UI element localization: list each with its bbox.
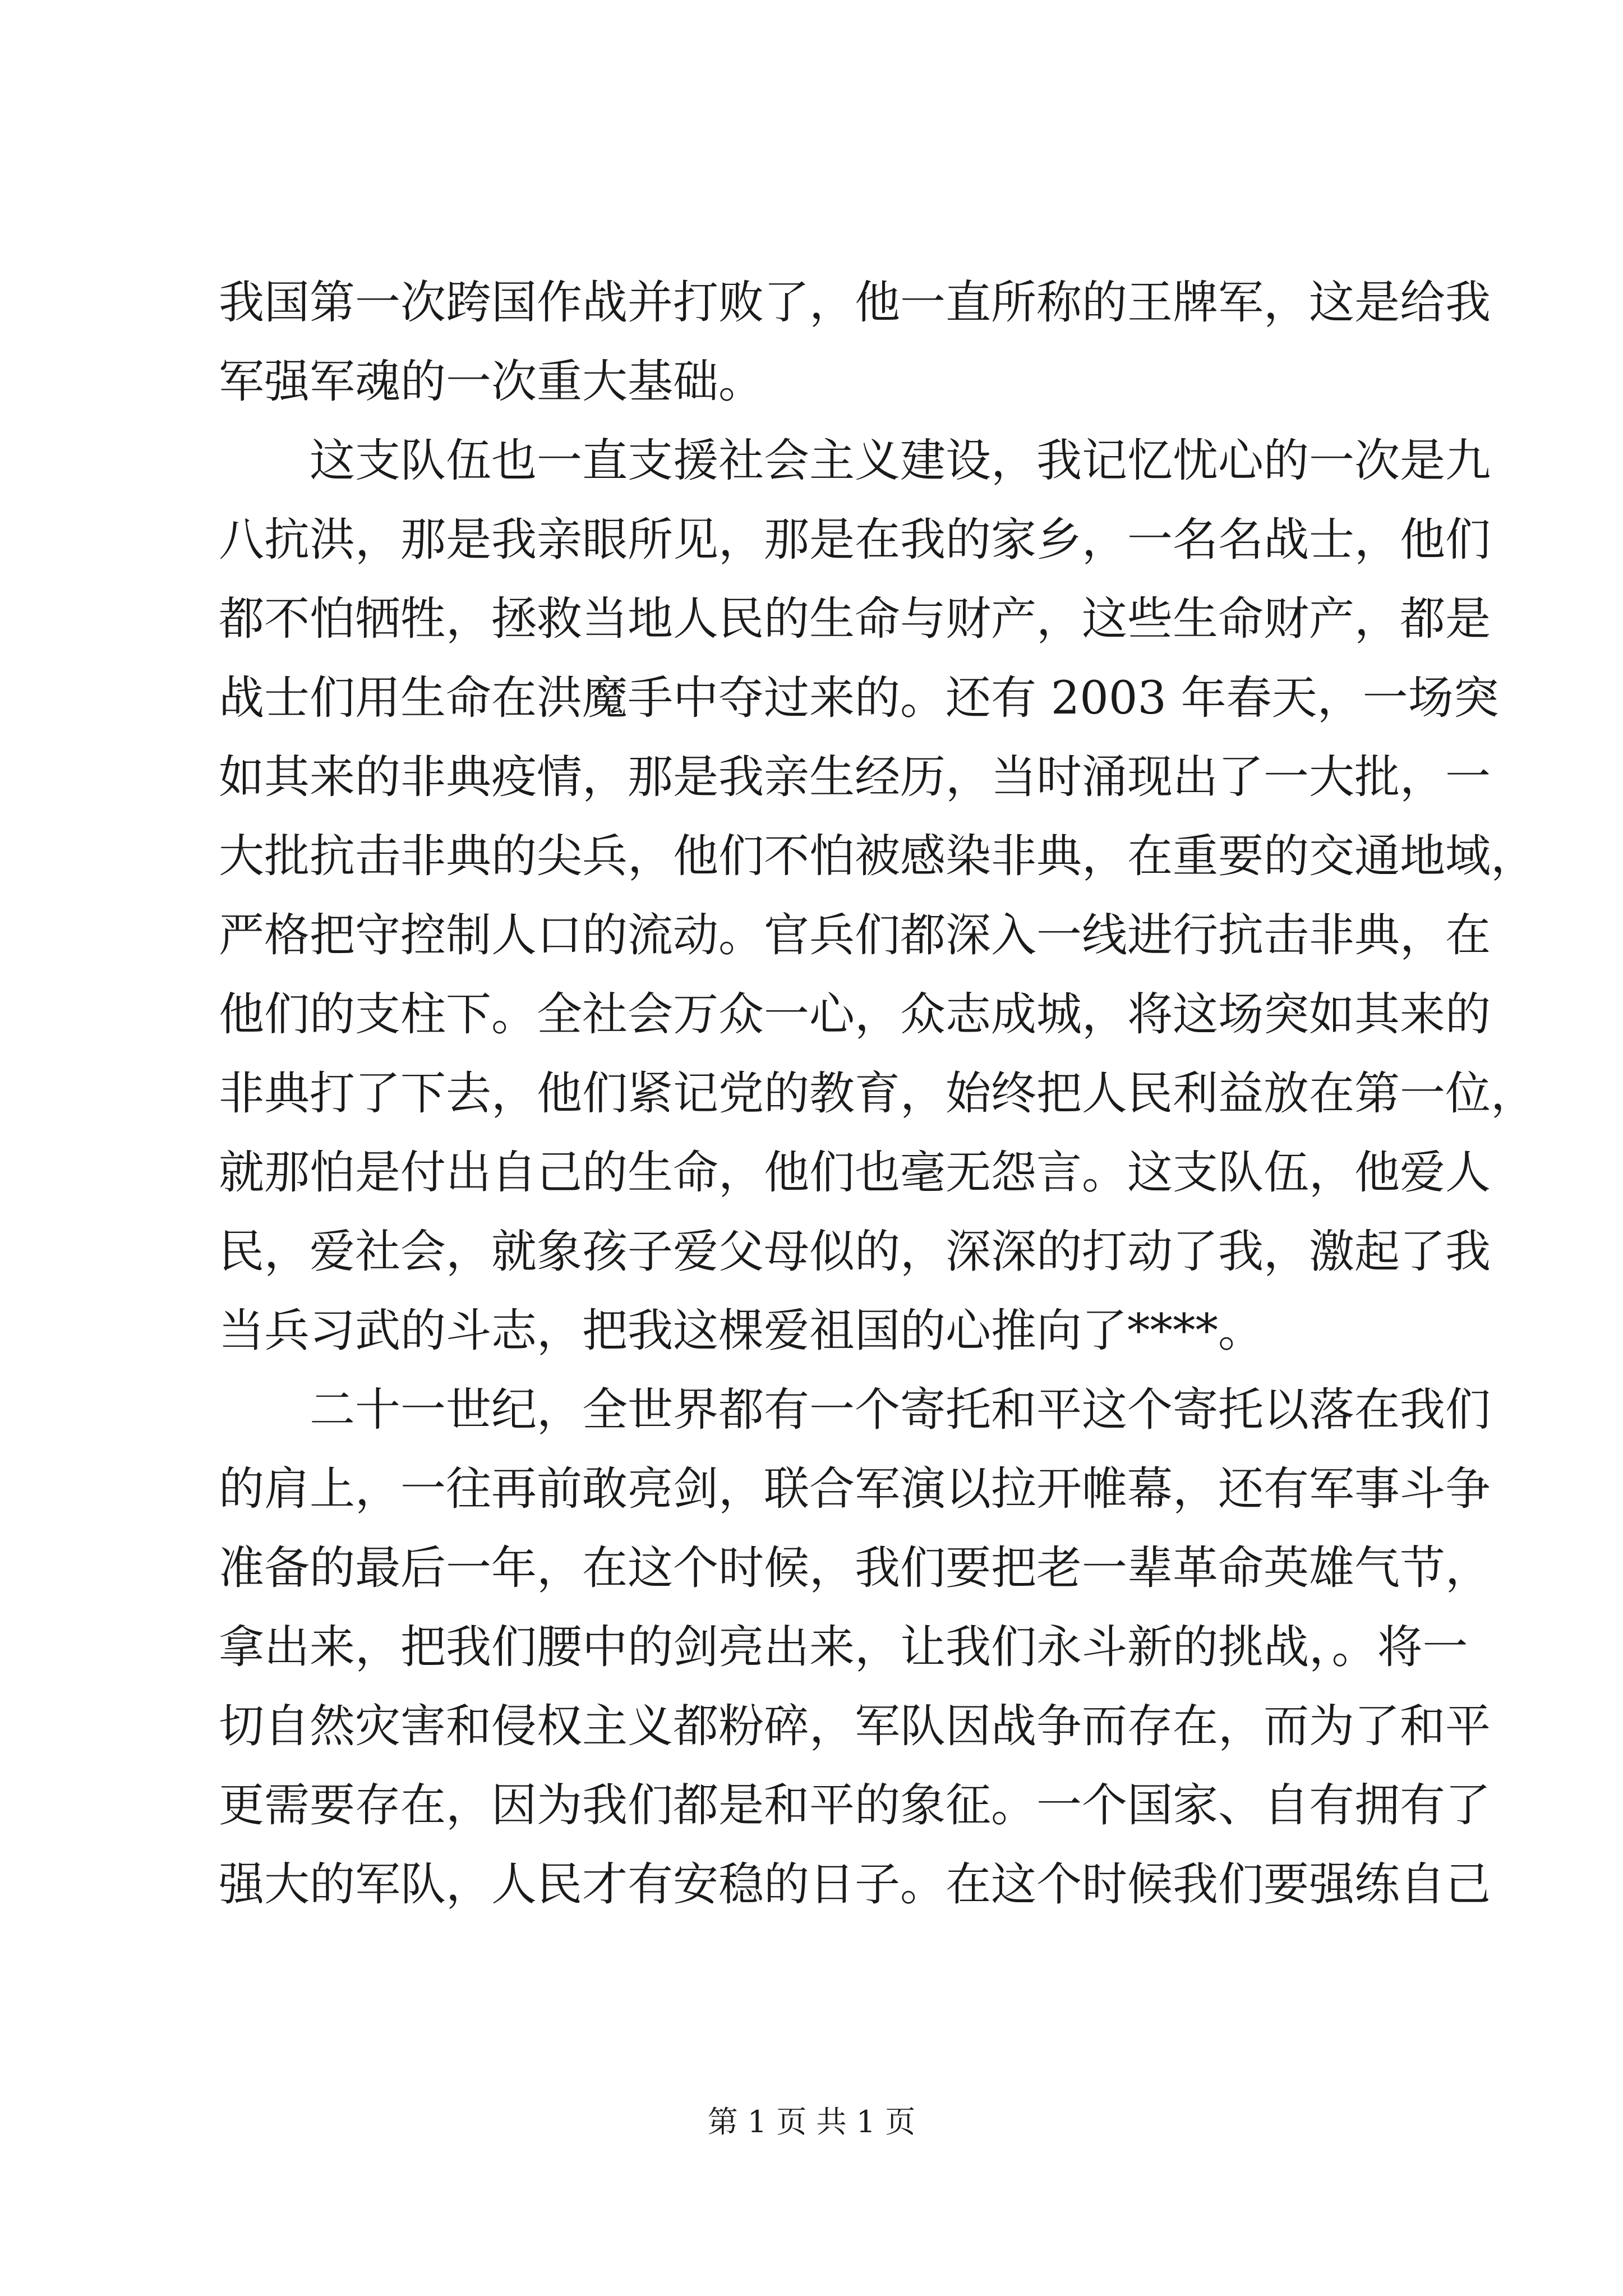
text-line: 拿出来，把我们腰中的剑亮出来，让我们永斗新的挑战，。将一 [219, 1621, 1468, 1674]
text-line: 切自然灾害和侵权主义都粉碎，军队因战争而存在，而为了和平 [219, 1700, 1491, 1753]
text-line: 就那怕是付出自己的生命，他们也毫无怨言。这支队伍，他爱人 [219, 1147, 1491, 1199]
text-line: 这支队伍也一直支援社会主义建设，我记忆忧心的一次是九 [310, 435, 1491, 487]
text-line: 准备的最后一年，在这个时候，我们要把老一辈革命英雄气节， [219, 1542, 1491, 1595]
text-line: 如其来的非典疫情，那是我亲生经历，当时涌现出了一大批，一 [219, 751, 1491, 804]
text-line: 我国第一次跨国作战并打败了，他一直所称的王牌军，这是给我 [219, 277, 1491, 329]
text-line: 的肩上，一往再前敢亮剑，联合军演以拉开帷幕，还有军事斗争 [219, 1463, 1491, 1516]
text-line: 战士们用生命在洪魔手中夺过来的。还有 2003 年春天，一场突 [219, 672, 1499, 725]
text-line: 大批抗击非典的尖兵，他们不怕被感染非典，在重要的交通地域， [219, 830, 1537, 883]
text-line: 二十一世纪，全世界都有一个寄托和平这个寄托以落在我们 [310, 1384, 1491, 1437]
text-line: 军强军魂的一次重大基础。 [219, 356, 764, 408]
text-line: 他们的支柱下。全社会万众一心，众志成城，将这场突如其来的 [219, 988, 1491, 1041]
body-text [219, 264, 1537, 1925]
text-line: 都不怕牺牲，拯救当地人民的生命与财产，这些生命财产，都是 [219, 593, 1491, 646]
page-footer: 第 1 页 共 1 页 [707, 2104, 916, 2139]
text-line: 非典打了下去，他们紧记党的教育，始终把人民利益放在第一位， [219, 1068, 1537, 1120]
text-line: 当兵习武的斗志，把我这棵爱祖国的心推向了****。 [219, 1305, 1264, 1358]
text-line: 民，爱社会，就象孩子爱父母似的，深深的打动了我，激起了我 [219, 1226, 1491, 1278]
text-line: 强大的军队，人民才有安稳的日子。在这个时候我们要强练自己 [219, 1858, 1491, 1911]
text-line: 严格把守控制人口的流动。官兵们都深入一线进行抗击非典，在 [219, 909, 1491, 962]
text-line: 八抗洪，那是我亲眼所见，那是在我的家乡，一名名战士，他们 [219, 514, 1491, 567]
text-line: 更需要存在，因为我们都是和平的象征。一个国家、自有拥有了 [219, 1779, 1491, 1832]
